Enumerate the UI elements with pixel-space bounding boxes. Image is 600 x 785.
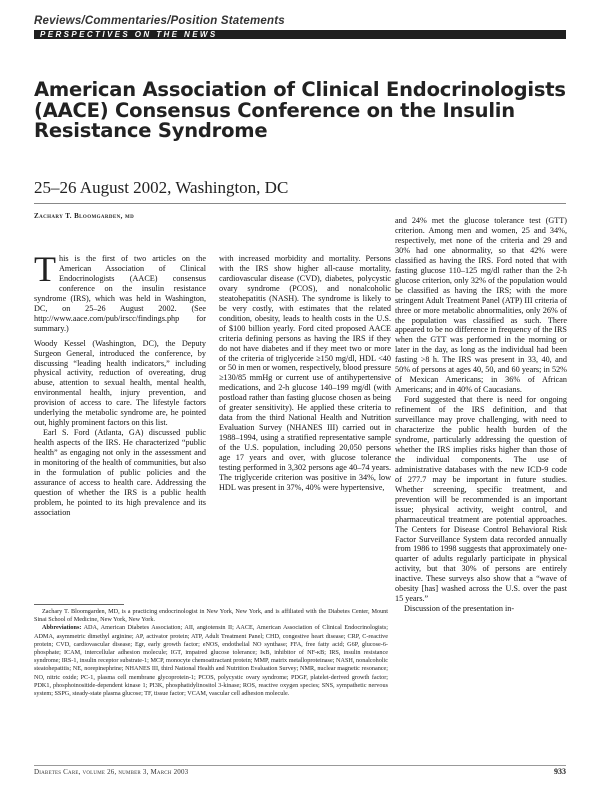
paragraph-intro bbox=[34, 249, 206, 334]
paragraph-intro-text: his is the first of two articles on the American Association of Clinical Endocrinologists (AACE) consensus conference on the insulin resistance syndrome (IRS), which was held in Washington, DC, on 25–26 August 2002. (See http://www.aace.com/pub/irscc/findings.php for summary.) bbox=[34, 254, 206, 333]
footnotes bbox=[34, 608, 388, 698]
author-affiliation: Zachary T. Bloomgarden, MD, is a practicing endocrinologist in New York, New York, and is affiliated with the Diabetes Center, Mount Sinai School of Medicine, New York, New York. bbox=[34, 608, 388, 624]
page-number: 933 bbox=[554, 767, 566, 776]
body-column-1 bbox=[34, 249, 206, 518]
author-byline: Zachary T. Bloomgarden, md bbox=[34, 212, 135, 220]
footer-divider bbox=[34, 765, 566, 766]
section-subtitle: PERSPECTIVES ON THE NEWS bbox=[40, 30, 218, 39]
paragraph-ford-continued: with increased morbidity and mortality. Persons with the IRS show higher all-cause mortality, cardiovascular disease (CVD), diabetes, polycystic ovary syndrome (PCOS), and nonalcoholic steatohepatitis (NASH). The syndrome is likely to be very costly, with estimates that the related condition, obesity, leads to health costs in the U.S. of $100 billion yearly. Ford cited proposed AACE criteria defining persons as having the IRS if they do not have diabetes and if they meet two or more of the criteria of triglyceride ≥150 mg/dl, HDL <40 or 50 in men or women, respectively, blood pressure ≥130/85 mmHg or current use of antihypertensive medications, and 2-h glucose 140–199 mg/dl (with postload rather than fasting glucose chosen as being of greater sensitivity). He applied these criteria to data from the third National Health and Nutrition Evaluation Survey (NHANES III) carried out in 1988–1994, using a stratified representative sample of the U.S. population, including 20,050 persons age 17 years and over, with glucose tolerance testing performed in 3,302 persons age 40–74 years. The triglyceride criterion was positive in 34%, low HDL was present in 37%, 40% were hypertensive, bbox=[219, 254, 391, 492]
article-title: American Association of Clinical Endocrinologists (AACE) Consensus Conference on the Insulin Resistance Syndrome bbox=[34, 78, 566, 142]
section-label: Reviews/Commentaries/Position Statements bbox=[34, 15, 285, 27]
journal-citation: Diabetes Care, volume 26, number 3, March 2003 bbox=[34, 768, 189, 776]
title-divider bbox=[34, 203, 566, 204]
footnote-divider bbox=[34, 604, 124, 605]
abbreviations-text: ADA, American Diabetes Association; AII, angiotensin II; AACE, American Association of Clinical Endocrinologists; ADMA, asymmetric dimethyl arginine; AP, activator protein; ATP, Adult Treatment Panel; CHD, congestive heart disease; CRP, C-reactive protein; CVD, cardiovascular disease; Egr, early growth factor; eNOS, endothelial NO synthase; FFA, free fatty acid; G6P, glucose-6-phosphate; ICAM, intercellular adhesion molecule; IGT, impaired glucose tolerance; IκB, inhibitor of NF-κB; IRS, insulin resistance syndrome; IRS-1, insulin receptor substrate-1; MCP, monocyte chemoattractant protein; MMP, matrix metalloproteinase; NASH, nonalcoholic steatohepatitis; NE, norepinephrine; NHANES III, third National Health and Nutrition Evaluation Survey; NMR, nuclear magnetic resonance; NO, nitric oxide; PC-1, plasma cell membrane glycoprotein-1; PCOS, polycystic ovary syndrome; PDGF, platelet-derived growth factor; PDK1, phosphoinositide-dependent kinase 1; PI3K, phosphatidylinositol 3-kinase; ROS, reactive oxygen species; SNS, sympathetic nervous system; SSPG, steady-state plasma glucose; TF, tissue factor; VCAM, vascular cell adhesion molecule. bbox=[34, 624, 388, 698]
paragraph-ford-refinement: Ford suggested that there is need for ongoing refinement of the IRS definition, and that surveillance may prove challenging, with need to characterize the public health burden of the syndrome, particularly addressing the question of whether the IRS implies risks higher than those of the individual components. The use of administrative databases with the new ICD-9 code of 277.7 may be important in future studies. Whether screening, specific treatment, and prevention will be recommended is an important issue; physical activity, weight control, and pharmaceutical treatment are potential approaches. The Centers for Disease Control Behavioral Risk Factor Surveillance System data recorded annually from 1986 to 1998 suggests that approximately one-quarter of adults regularly participate in physical activity, but that 30% of persons are entirely inactive. These surveys also show that a “wave of obesity [has] washed across the U.S. over the past 15 years.” bbox=[395, 395, 567, 604]
paragraph-ford-results: and 24% met the glucose tolerance test (GTT) criterion. Among men and women, 25 and 34%, respectively, met none of the criteria and 29 and 30% had one abnormality, so that 42% were classified as having the IRS. Ford noted that with fasting glucose 110–125 mg/dl rather than the 2-h glucose criterion, only 32% of the population would be classified as having the IRS; with the more stringent Adult Treatment Panel (ATP) III criteria of three or more metabolic abnormalities, only 26% of the population was classified as such. There appeared to be no difference in frequency of the IRS when the GTT was performed in the morning or later in the day, as long as the individual had been fasting >8 h. The IRS was present in 33, 40, and 50% of persons at ages 40, 50, and 60 years; in 52% of Mexican Americans; in 36% of African Americans; and in 40% of Caucasians. bbox=[395, 216, 567, 395]
body-column-2 bbox=[219, 254, 391, 493]
abbreviations-note bbox=[34, 624, 388, 698]
drop-cap: T bbox=[34, 249, 56, 289]
paragraph-discussion: Discussion of the presentation in- bbox=[404, 604, 515, 614]
article-subtitle: 25–26 August 2002, Washington, DC bbox=[34, 178, 289, 197]
paragraph-kessel: Woody Kessel (Washington, DC), the Deputy Surgeon General, introduced the conference, by discussing “leading health indicators,” including physical activity, reduction of overeating, drug abuse, attention to sexual health, mental health, environmental health, injury prevention, and provision of access to care. The lifestyle factors underlying the metabolic syndrome are, he pointed out, highly prominent factors on this list. bbox=[34, 338, 206, 428]
abbreviations-label: Abbreviations: bbox=[42, 624, 82, 632]
paragraph-ford: Earl S. Ford (Atlanta, GA) discussed public health aspects of the IRS. He characterized “public health” as engaging not only in the assessment and in monitoring of the health of communities, but also in the formulation of public policies and the assurance of access to health care. Addressing the question of whether the IRS is a public health problem, he pointed to its high prevalence and its association bbox=[34, 428, 206, 517]
body-column-3 bbox=[395, 216, 567, 614]
